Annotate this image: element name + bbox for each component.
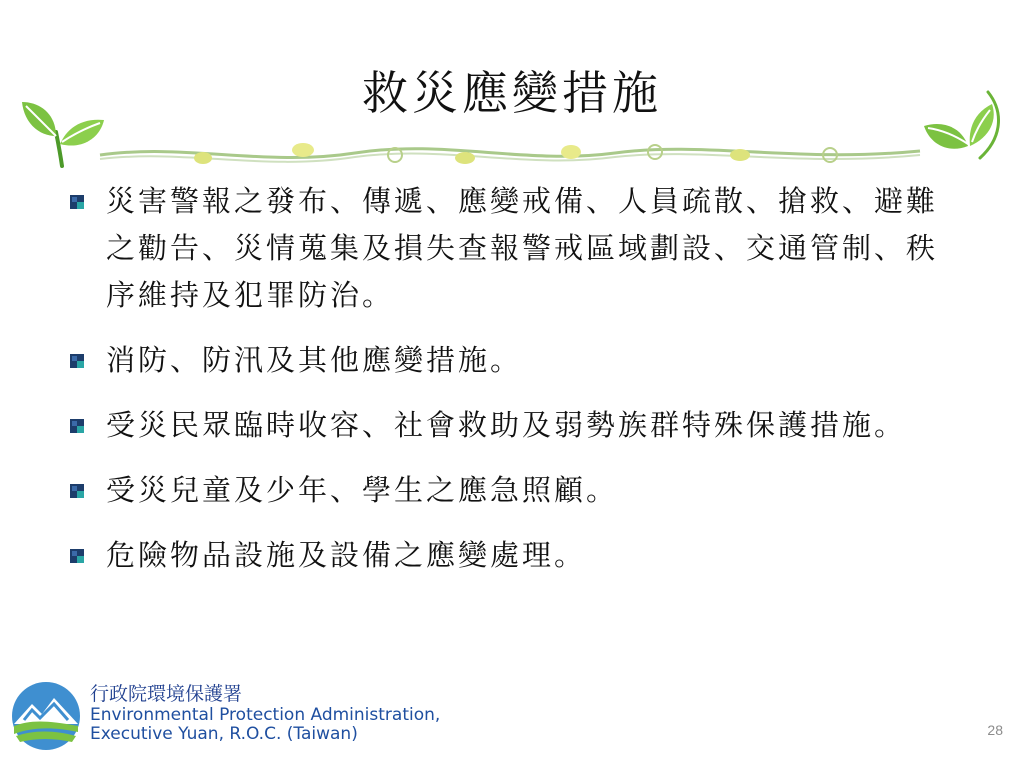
square-bullet-icon (70, 484, 84, 498)
footer-org-name-zh: 行政院環境保護署 (90, 683, 243, 705)
bullet-item (70, 178, 950, 319)
bullet-text: 危險物品設施及設備之應變處理。 (106, 538, 587, 572)
vine-divider (95, 125, 925, 175)
bullet-item (70, 467, 950, 514)
bullet-text: 受災民眾臨時收容、社會救助及弱勢族群特殊保護措施。 (106, 408, 907, 442)
bullet-item (70, 532, 950, 579)
epa-logo-icon (10, 680, 82, 752)
footer-org-name-en-line1: Environmental Protection Administration, (90, 704, 441, 725)
footer-organization (90, 684, 440, 745)
bullet-item (70, 402, 950, 449)
bullet-text: 消防、防汛及其他應變措施。 (106, 343, 523, 377)
bullet-item (70, 337, 950, 384)
bullet-text: 受災兒童及少年、學生之應急照顧。 (106, 473, 619, 507)
page-number: 28 (987, 722, 1003, 738)
square-bullet-icon (70, 419, 84, 433)
square-bullet-icon (70, 195, 84, 209)
bullet-list (70, 178, 950, 579)
bullet-text: 災害警報之發布、傳遞、應變戒備、人員疏散、搶救、避難之勸告、災情蒐集及損失查報警戒區域劃設、交通管制、秩序維持及犯罪防治。 (106, 184, 939, 312)
slide-title: 救災應變措施 (362, 66, 662, 120)
footer-org-name-en-line2: Executive Yuan, R.O.C. (Taiwan) (90, 724, 358, 745)
square-bullet-icon (70, 354, 84, 368)
square-bullet-icon (70, 549, 84, 563)
